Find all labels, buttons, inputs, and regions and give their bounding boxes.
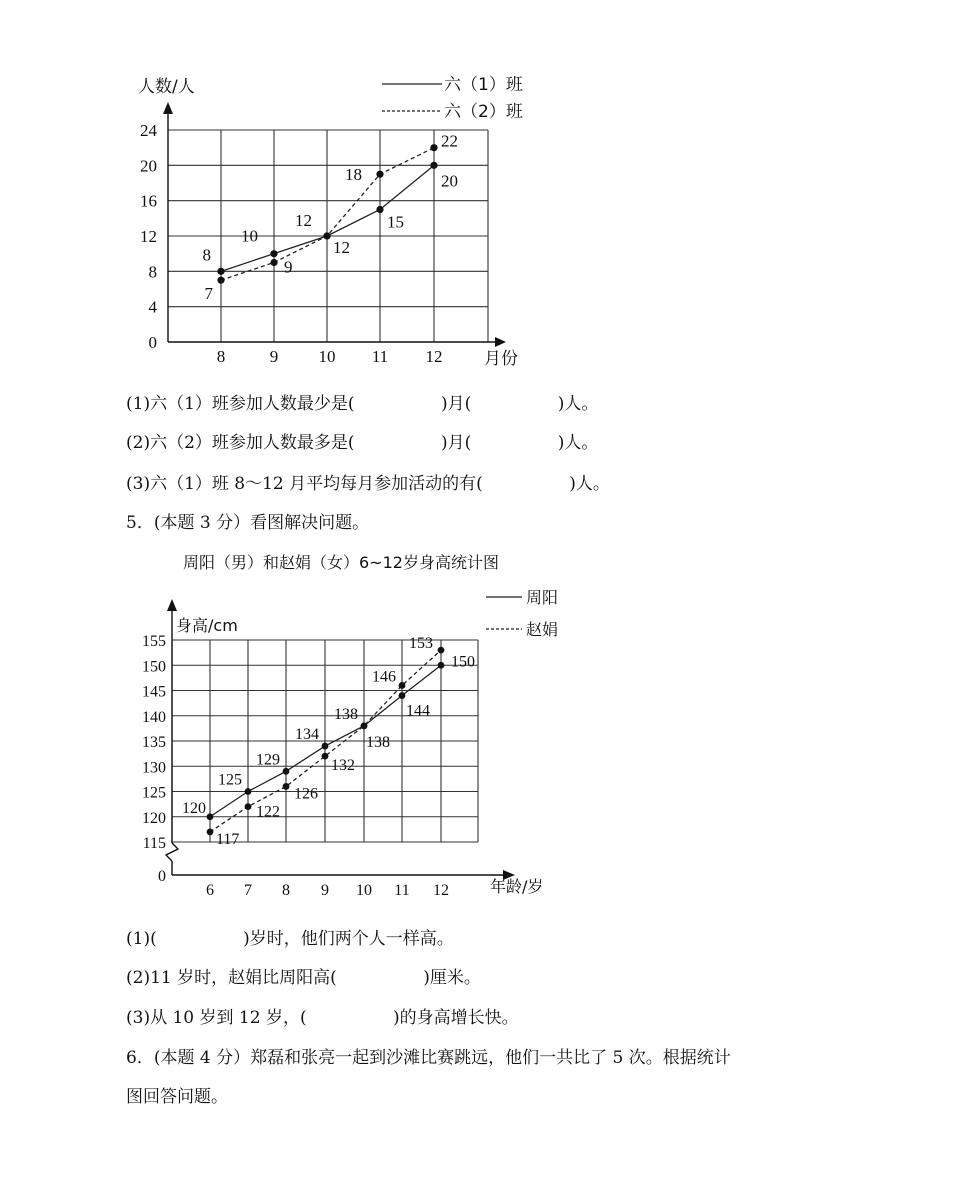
legend-class-1: 六（1）班 — [444, 75, 523, 95]
data-label-s1-7: 125 — [218, 771, 242, 789]
point-s1-12 — [430, 162, 437, 169]
chart2-legend — [486, 588, 558, 639]
legend-zhaojuan: 赵娟 — [526, 620, 559, 639]
data-label-s2-12: 22 — [441, 131, 458, 151]
participation-line-chart — [0, 0, 965, 380]
question-4-2: (2)六（2）班参加人数最多是( )月( )人。 — [126, 433, 599, 453]
x-tick-8: 8 — [216, 347, 226, 366]
y-tick-155: 155 — [142, 633, 166, 650]
data-label-s2-8: 7 — [204, 284, 213, 304]
y-tick-130: 130 — [142, 759, 166, 777]
data-label-s2-10: 12 — [333, 238, 350, 257]
data-label-s2-9: 132 — [331, 757, 355, 775]
point-s2-10 — [323, 232, 330, 239]
y-tick-135: 135 — [142, 734, 166, 751]
chart1-xlabel: 月份 — [484, 349, 518, 369]
y-tick-0: 0 — [148, 333, 157, 352]
data-label-s2-12: 153 — [409, 635, 433, 653]
point-s2-12 — [438, 647, 445, 654]
point-s2-12 — [430, 144, 437, 151]
chart2-ylabel: 身高/cm — [176, 616, 238, 635]
point-s1-11 — [376, 206, 383, 213]
question-6-line-2: 图回答问题。 — [126, 1087, 228, 1107]
point-s2-8 — [283, 783, 290, 790]
data-label-s1-10: 138 — [334, 705, 358, 723]
chart2-xlabel: 年龄/岁 — [490, 877, 544, 896]
data-label-s1-9: 134 — [295, 726, 319, 744]
data-label-s2-11: 146 — [372, 668, 396, 686]
chart1-legend — [382, 75, 523, 122]
legend-zhouyang: 周阳 — [526, 588, 559, 607]
y-axis-arrow — [163, 102, 173, 114]
question-4-1: (1)六（1）班参加人数最少是( )月( )人。 — [126, 394, 599, 414]
y-tick-12: 12 — [140, 227, 157, 246]
point-s1-8 — [283, 768, 290, 775]
x-tick-7: 7 — [244, 882, 252, 899]
question-5-2: (2)11 岁时，赵娟比周阳高( )厘米。 — [126, 968, 481, 988]
y-tick-145: 145 — [142, 683, 166, 701]
y-tick-125: 125 — [142, 784, 166, 802]
x-tick-9: 9 — [321, 882, 329, 899]
question-4-3: (3)六（1）班 8～12 月平均每月参加活动的有( )人。 — [126, 474, 610, 494]
data-label-s1-11: 15 — [387, 212, 404, 232]
data-label-s1-8: 8 — [202, 245, 211, 265]
point-s2-7 — [245, 803, 252, 810]
y-tick-140: 140 — [142, 708, 166, 726]
point-s1-12 — [438, 662, 445, 669]
data-label-s2-10: 138 — [366, 733, 390, 751]
data-label-s1-12: 150 — [451, 653, 475, 671]
x-axis-arrow — [495, 337, 506, 347]
y-tick-24: 24 — [140, 121, 157, 140]
legend-class-2: 六（2）班 — [444, 102, 523, 122]
point-s1-11 — [399, 692, 406, 699]
point-s1-6 — [207, 813, 214, 820]
y-tick-20: 20 — [140, 156, 157, 176]
question-6-line-1: 6．(本题 4 分）郑磊和张亮一起到沙滩比赛跳远，他们一共比了 5 次。根据统计 — [126, 1048, 731, 1068]
data-label-s2-7: 122 — [256, 803, 280, 821]
y-tick-150: 150 — [142, 658, 166, 676]
y-tick-115: 115 — [142, 835, 166, 852]
x-tick-12: 12 — [425, 347, 443, 366]
data-label-s1-11: 144 — [406, 702, 430, 720]
point-s2-9 — [322, 753, 329, 760]
height-line-chart — [0, 545, 965, 925]
question-5-3: (3)从 10 岁到 12 岁，( )的身高增长快。 — [126, 1008, 519, 1028]
data-label-s1-8: 129 — [256, 751, 280, 769]
y-tick-zero: 0 — [158, 868, 166, 885]
point-s2-11 — [399, 682, 406, 689]
y-tick-120: 120 — [142, 809, 166, 827]
point-s2-9 — [270, 259, 277, 266]
y-tick-16: 16 — [140, 191, 157, 211]
x-tick-6: 6 — [206, 882, 214, 899]
data-label-s1-10: 12 — [295, 211, 312, 230]
data-label-s2-8: 126 — [294, 785, 318, 803]
x-tick-9: 9 — [269, 347, 279, 366]
x-tick-10: 10 — [356, 882, 372, 899]
point-s1-7 — [245, 788, 252, 795]
chart1-data-labels — [203, 132, 459, 303]
question-5-title: 5．(本题 3 分）看图解决问题。 — [126, 513, 370, 533]
y-axis-break — [166, 843, 178, 861]
x-tick-8: 8 — [282, 882, 290, 899]
y-tick-4: 4 — [148, 297, 157, 317]
point-s1-9 — [322, 743, 329, 750]
point-s2-8 — [217, 277, 224, 284]
y-axis-arrow — [167, 599, 177, 611]
chart1-ylabel: 人数/人 — [138, 77, 195, 97]
chart2-title: 周阳（男）和赵娟（女）6~12岁身高统计图 — [183, 553, 499, 572]
x-tick-12: 12 — [433, 882, 449, 899]
data-label-s1-6: 120 — [182, 799, 206, 817]
point-s2-6 — [207, 829, 214, 836]
question-5-1: (1)( )岁时，他们两个人一样高。 — [126, 929, 454, 949]
data-label-s2-11: 18 — [345, 165, 362, 185]
y-tick-8: 8 — [148, 262, 157, 282]
chart1-tick-labels — [140, 121, 443, 366]
point-s1-9 — [270, 250, 277, 257]
x-tick-11: 11 — [394, 882, 410, 899]
x-tick-11: 11 — [371, 347, 389, 366]
point-s2-11 — [376, 171, 383, 178]
data-label-s2-9: 9 — [284, 257, 293, 277]
data-label-s2-6: 117 — [216, 830, 240, 848]
point-s2-10 — [361, 722, 368, 729]
data-label-s1-9: 10 — [241, 226, 258, 246]
data-label-s1-12: 20 — [441, 171, 458, 191]
x-tick-10: 10 — [318, 347, 336, 366]
point-s1-8 — [217, 268, 224, 275]
